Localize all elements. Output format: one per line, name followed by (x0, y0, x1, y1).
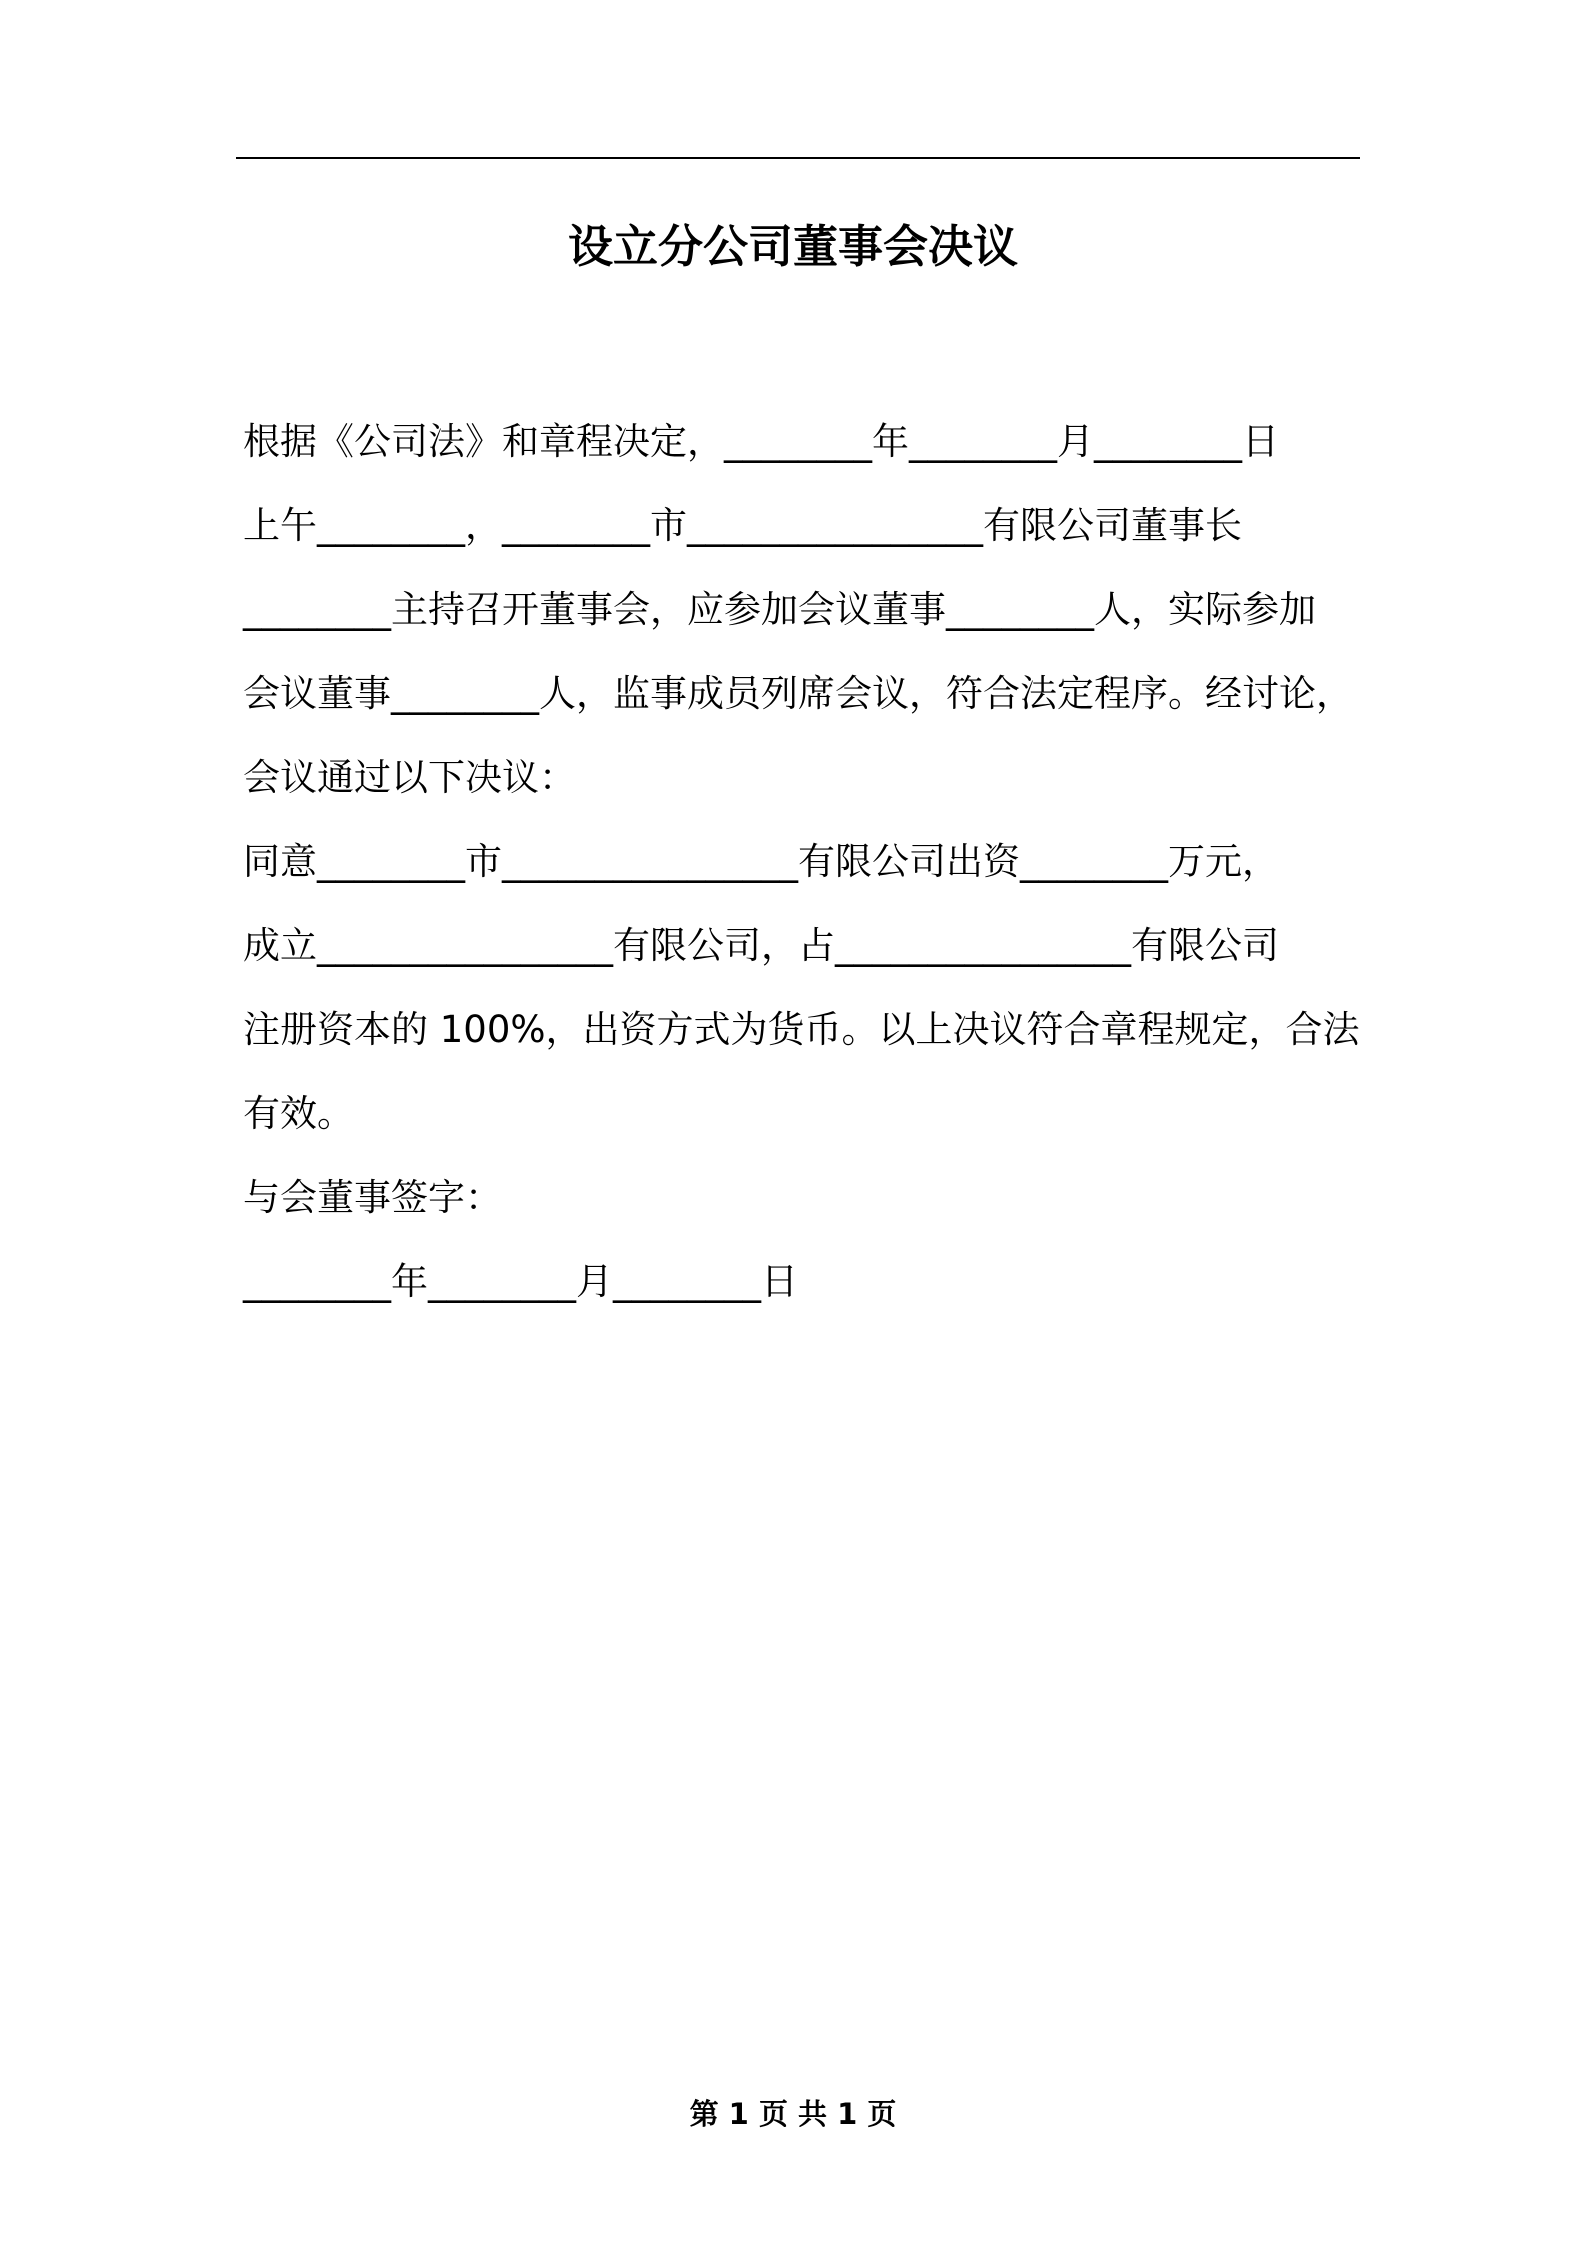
body-line-6: 同意________市________________有限公司出资________万元， (243, 840, 1279, 883)
body-line-3: ________主持召开董事会，应参加会议董事________人，实际参加 (243, 588, 1316, 631)
signature-date-line: ________年________月________日 (243, 1260, 798, 1303)
header-rule (236, 157, 1360, 159)
body-line-5: 会议通过以下决议： (243, 756, 576, 799)
body-line-8: 注册资本的 100%，出资方式为货币。以上决议符合章程规定，合法 (243, 1008, 1360, 1051)
body-line-1: 根据《公司法》和章程决定，________年________月________日 (243, 420, 1279, 463)
page-number: 第 1 页 共 1 页 (689, 2097, 897, 2131)
body-line-4: 会议董事________人，监事成员列席会议，符合法定程序。经讨论， (243, 672, 1353, 715)
body-line-9: 有效。 (243, 1092, 354, 1135)
document-title: 设立分公司董事会决议 (567, 220, 1018, 273)
signature-label: 与会董事签字： (243, 1176, 502, 1219)
document-body (243, 400, 1367, 1324)
body-line-7: 成立________________有限公司，占________________有限公司 (243, 924, 1279, 967)
body-line-2: 上午________，________市________________有限公司董事长 (243, 504, 1242, 547)
